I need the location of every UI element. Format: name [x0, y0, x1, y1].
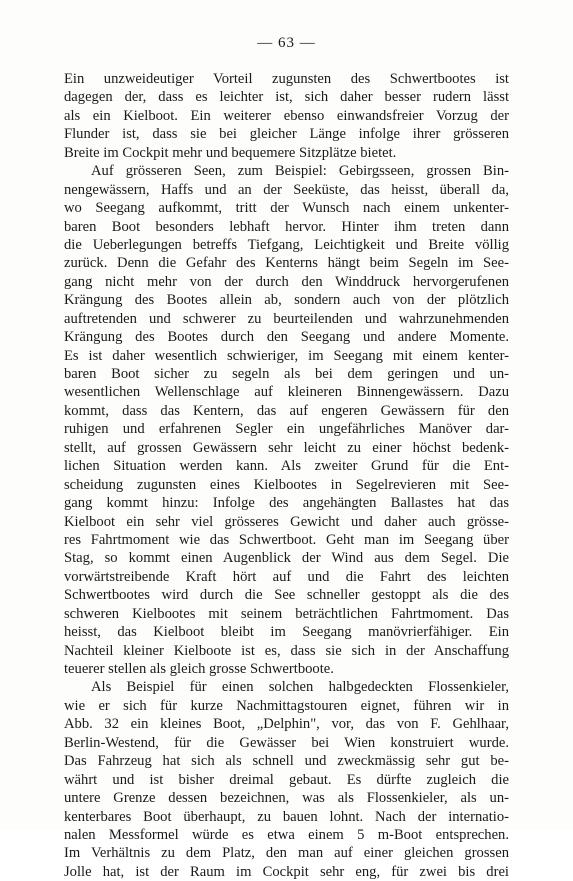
text-line: gang kommt hinzu: Infolge des angehängten Ballastes hat das [64, 495, 509, 512]
text-line: Berlin-Westend, für die Gewässer bei Wien konstruiert wurde. [64, 734, 509, 751]
text-line: kenterbares Boot überhaupt, zu bauen lohnt. Nach der internatio- [64, 808, 509, 825]
text-line: Flunder ist, dass sie bei gleicher Länge infolge ihrer grösseren [64, 126, 509, 143]
text-line: baren Boot besonders lebhaft hervor. Hinter ihm treten dann [64, 218, 509, 235]
text-line: Stag, so kommt einen Augenblick der Wind aus dem Segel. Die [64, 550, 509, 567]
text-line: nalen Messformel würde es etwa einem 5 m-Boot entsprechen. [64, 826, 509, 843]
text-line: ruhigen und erfahrenen Segler ein ungefährliches Manöver dar- [64, 421, 509, 438]
text-line: wo Seegang aufkommt, tritt der Wunsch nach einem unkenter- [64, 200, 509, 217]
text-line: wesentlichen Wellenschlage auf kleineren Binnengewässern. Dazu [64, 384, 509, 401]
text-line: wie er sich für kurze Nachmittagstouren eignet, führen wir in [64, 697, 509, 714]
text-line: gang nicht mehr von der durch den Winddruck hervorgerufenen [64, 273, 509, 290]
text-line: res Fahrtmoment wie das Schwertboot. Geht man im Seegang über [64, 531, 509, 548]
text-line: Als Beispiel für einen solchen halbgedeckten Flossenkieler, [91, 679, 509, 696]
text-line: Auf grösseren Seen, zum Beispiel: Gebirgsseen, grossen Bin- [91, 163, 509, 180]
text-line: Es ist daher wesentlich schwieriger, im Seegang mit einem kenter- [64, 347, 509, 364]
text-line: Jolle hat, ist der Raum im Cockpit sehr eng, für zwei bis drei [64, 863, 509, 880]
text-line: Das Fahrzeug hat sich als schnell und zweckmässig sehr gut be- [64, 753, 509, 770]
text-line: vorwärtstreibende Kraft hört auf und die Fahrt des leichten [64, 568, 509, 585]
text-line: scheidung zugunsten eines Kielbootes in Segelrevieren mit See- [64, 476, 509, 493]
page-number: — 63 — [257, 35, 316, 51]
text-line: die Ueberlegungen betreffs Tiefgang, Leichtigkeit und Breite völlig [64, 236, 509, 253]
text-line: Im Verhältnis zu dem Platz, den man auf einer gleichen grossen [64, 845, 509, 862]
text-line: Schwertbootes wird durch die See schneller gestoppt als die des [64, 587, 509, 604]
text-line: Breite im Cockpit mehr und bequemere Sitzplätze bietet. [64, 144, 397, 161]
text-line: lichen Situation werden kann. Als zweiter Grund für die Ent- [64, 458, 509, 475]
text-line: baren Boot sicher zu segeln als bei dem geringen und un- [64, 366, 509, 382]
text-line: teuerer stellen als gleich grosse Schwertboote. [64, 661, 334, 677]
text-line: Ein unzweideutiger Vorteil zugunsten des Schwertbootes ist [64, 71, 509, 87]
text-line: nengewässern, Haffs und an der Seeküste, das heisst, überall da, [64, 181, 509, 198]
text-line: schweren Kielbootes mit seinem beträchtlichen Fahrtmoment. Das [64, 605, 509, 622]
text-line: Krängung des Bootes durch den Seegang und andere Momente. [64, 329, 509, 346]
text-line: heisst, das Kielboot bleibt im Seegang manövrierfähiger. Ein [64, 624, 509, 641]
text-line: auftretenden und schwerer zu beurteilenden und wahrzunehmenden [64, 310, 509, 327]
text-line: untere Grenze dessen bezeichnen, was als Flossenkieler, als un- [64, 790, 509, 807]
text-line: als ein Kielboot. Ein weiterer ebenso einwandsfreier Vorzug der [64, 107, 509, 124]
text-line: währt und ist bisher dreimal gebaut. Es dürfte zugleich die [64, 771, 509, 788]
text-line: Abb. 32 ein kleines Boot, „Delphin", vor, das von F. Gehlhaar, [64, 716, 509, 733]
text-line: Krängung des Bootes allein ab, sondern auch von der plötzlich [64, 292, 509, 309]
text-line: kommt, dass das Kentern, das auf engeren Gewässern für den [64, 402, 509, 419]
text-line: Nachteil kleiner Kielboote ist es, dass sie sich in der Anschaffung [64, 642, 509, 659]
text-line: zurück. Denn die Gefahr des Kenterns hängt beim Segeln im See- [64, 255, 509, 272]
body-text [64, 70, 509, 881]
text-line: stellt, auf grossen Gewässern sehr leicht zu einer höchst bedenk- [64, 439, 509, 456]
text-line: Kielboot ein sehr viel grösseres Gewicht und daher auch grösse- [64, 513, 509, 530]
text-line: dagegen der, dass es leichter ist, sich daher besser rudern lässt [64, 89, 509, 106]
